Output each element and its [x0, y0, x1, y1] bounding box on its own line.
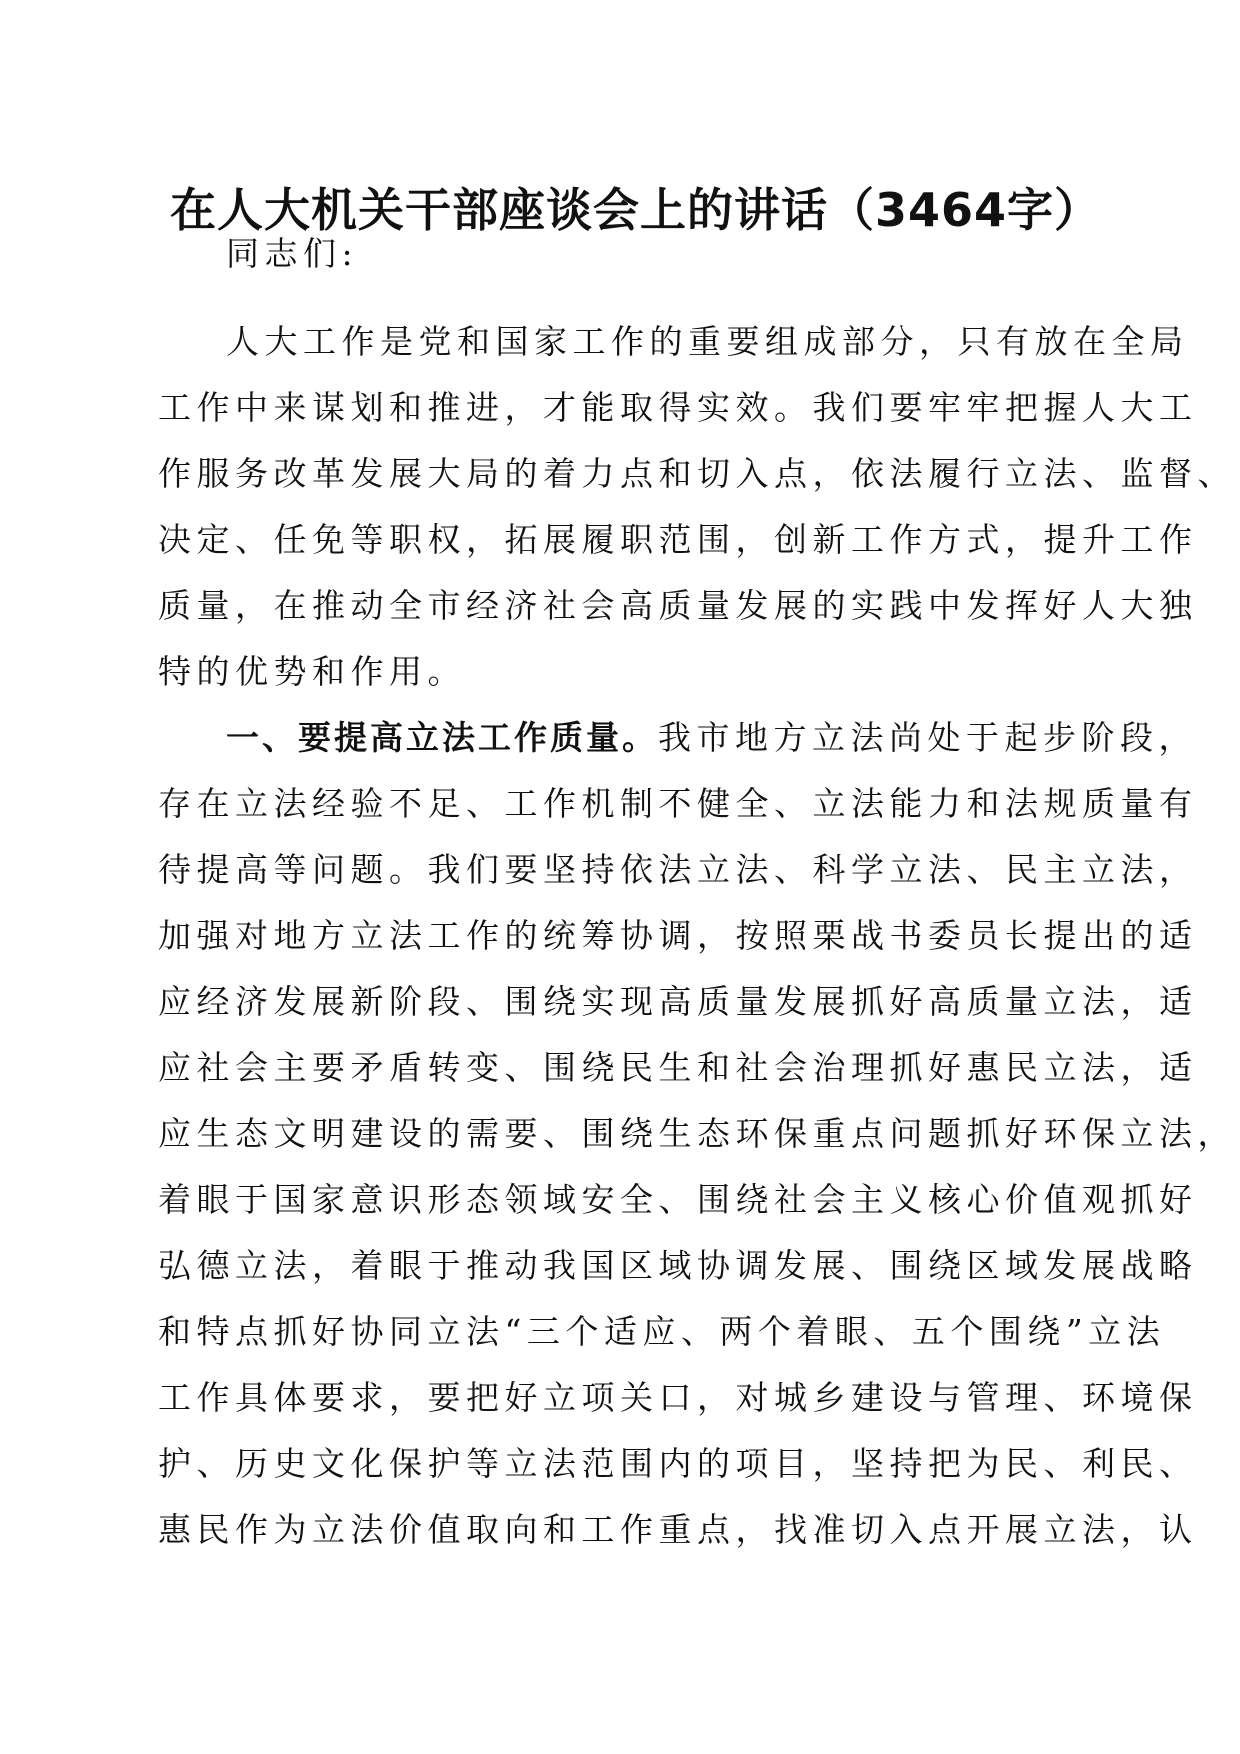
paragraph-line: 待提高等问题。我们要坚持依法立法、科学立法、民主立法，: [158, 850, 1198, 889]
paragraph-line: 应经济发展新阶段、围绕实现高质量发展抓好高质量立法，适: [158, 982, 1198, 1021]
paragraph-line: 和特点抓好协同立法“三个适应、两个着眼、五个围绕”立法: [158, 1312, 1166, 1351]
section-heading-rest: 我市地方立法尚处于起步阶段，: [658, 718, 1197, 757]
paragraph-line: 存在立法经验不足、工作机制不健全、立法能力和法规质量有: [158, 784, 1198, 823]
document-title: 在人大机关干部座谈会上的讲话（3464字）: [170, 183, 1102, 237]
section-heading: 一、要提高立法工作质量。: [226, 718, 658, 757]
paragraph-line: 工作具体要求，要把好立项关口，对城乡建设与管理、环境保: [158, 1378, 1198, 1417]
paragraph-line: 质量，在推动全市经济社会高质量发展的实践中发挥好人大独: [158, 586, 1198, 625]
salutation: 同志们:: [226, 234, 359, 273]
section-heading-line: [226, 716, 1197, 760]
paragraph-line: 加强对地方立法工作的统筹协调，按照栗战书委员长提出的适: [158, 916, 1198, 955]
paragraph-line: 应生态文明建设的需要、围绕生态环保重点问题抓好环保立法，: [158, 1114, 1236, 1153]
paragraph-line: 作服务改革发展大局的着力点和切入点，依法履行立法、监督、: [158, 454, 1236, 493]
paragraph-line: 人大工作是党和国家工作的重要组成部分，只有放在全局: [226, 322, 1189, 361]
paragraph-line: 惠民作为立法价值取向和工作重点，找准切入点开展立法，认: [158, 1510, 1198, 1549]
paragraph-line: 决定、任免等职权，拓展履职范围，创新工作方式，提升工作: [158, 520, 1198, 559]
paragraph-line: 特的优势和作用。: [158, 652, 466, 691]
paragraph-line: 着眼于国家意识形态领域安全、围绕社会主义核心价值观抓好: [158, 1180, 1198, 1219]
paragraph-line: 工作中来谋划和推进，才能取得实效。我们要牢牢把握人大工: [158, 388, 1198, 427]
paragraph-line: 应社会主要矛盾转变、围绕民生和社会治理抓好惠民立法，适: [158, 1048, 1198, 1087]
paragraph-line: 弘德立法，着眼于推动我国区域协调发展、围绕区域发展战略: [158, 1246, 1198, 1285]
paragraph-line: 护、历史文化保护等立法范围内的项目，坚持把为民、利民、: [158, 1444, 1198, 1483]
